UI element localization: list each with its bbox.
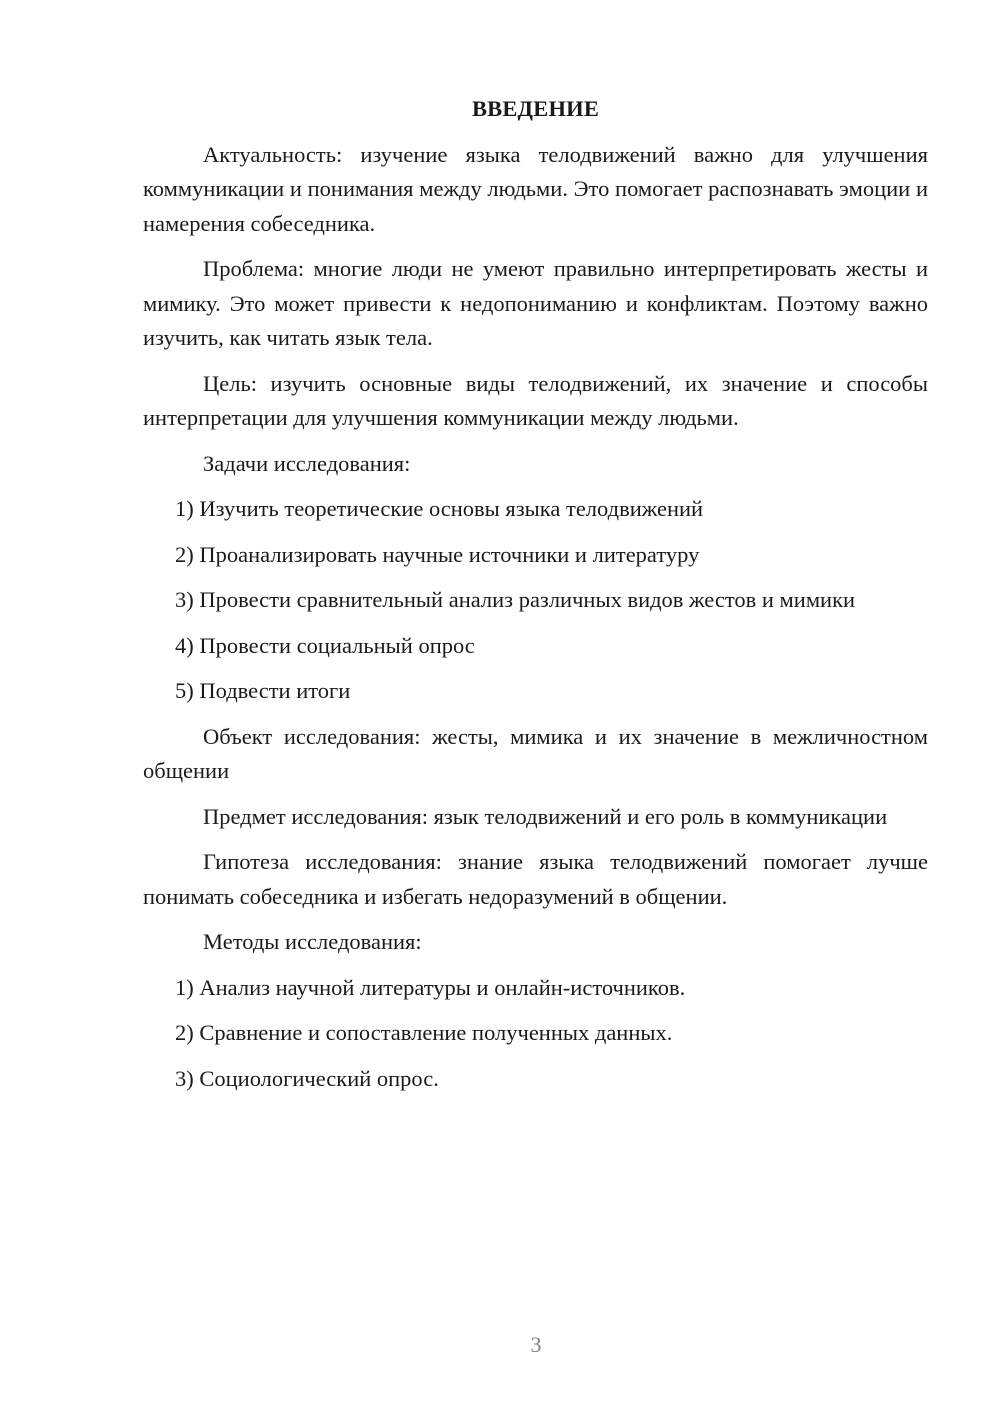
- goal-paragraph: Цель: изучить основные виды телодвижений, их значение и способы интерпретации для улучшения коммуникации между людьми.: [143, 370, 928, 430]
- problem-paragraph: Проблема: многие люди не умеют правильно интерпретировать жесты и мимику. Это может привести к недопониманию и конфликтам. Поэтому важно изучить, как читать язык тела.: [143, 256, 928, 350]
- tasks-list-item: 2) Проанализировать научные источники и литературу: [175, 541, 700, 567]
- methods-list: [143, 971, 928, 1097]
- tasks-list-item: 4) Провести социальный опрос: [175, 632, 475, 658]
- tasks-list-item: 1) Изучить теоретические основы языка телодвижений: [175, 496, 704, 521]
- tasks-list: [143, 492, 928, 709]
- page-number: 3: [530, 1332, 542, 1357]
- methods-list-item: 3) Социологический опрос.: [175, 1065, 439, 1091]
- relevance-paragraph: Актуальность: изучение языка телодвижений важно для улучшения коммуникации и понимания между людьми. Это помогает распознавать эмоции и намерения собеседника.: [143, 141, 928, 236]
- object-paragraph: Объект исследования: жесты, мимика и их значение в межличностном общении: [143, 723, 928, 783]
- subject-paragraph: Предмет исследования: язык телодвижений и его роль в коммуникации: [203, 803, 888, 829]
- section-heading: ВВЕДЕНИЕ: [471, 96, 600, 121]
- tasks-list-item: 5) Подвести итоги: [175, 678, 351, 703]
- methods-list-item: 2) Сравнение и сопоставление полученных данных.: [175, 1020, 673, 1045]
- methods-label: Методы исследования:: [203, 929, 422, 954]
- tasks-label: Задачи исследования:: [203, 450, 411, 476]
- tasks-list-item: 3) Провести сравнительный анализ различных видов жестов и мимики: [175, 587, 856, 612]
- page-content: [143, 92, 928, 1107]
- methods-list-item: 1) Анализ научной литературы и онлайн-источников.: [175, 974, 686, 1000]
- hypothesis-paragraph: Гипотеза исследования: знание языка телодвижений помогает лучше понимать собеседника и избегать недоразумений в общении.: [143, 849, 928, 909]
